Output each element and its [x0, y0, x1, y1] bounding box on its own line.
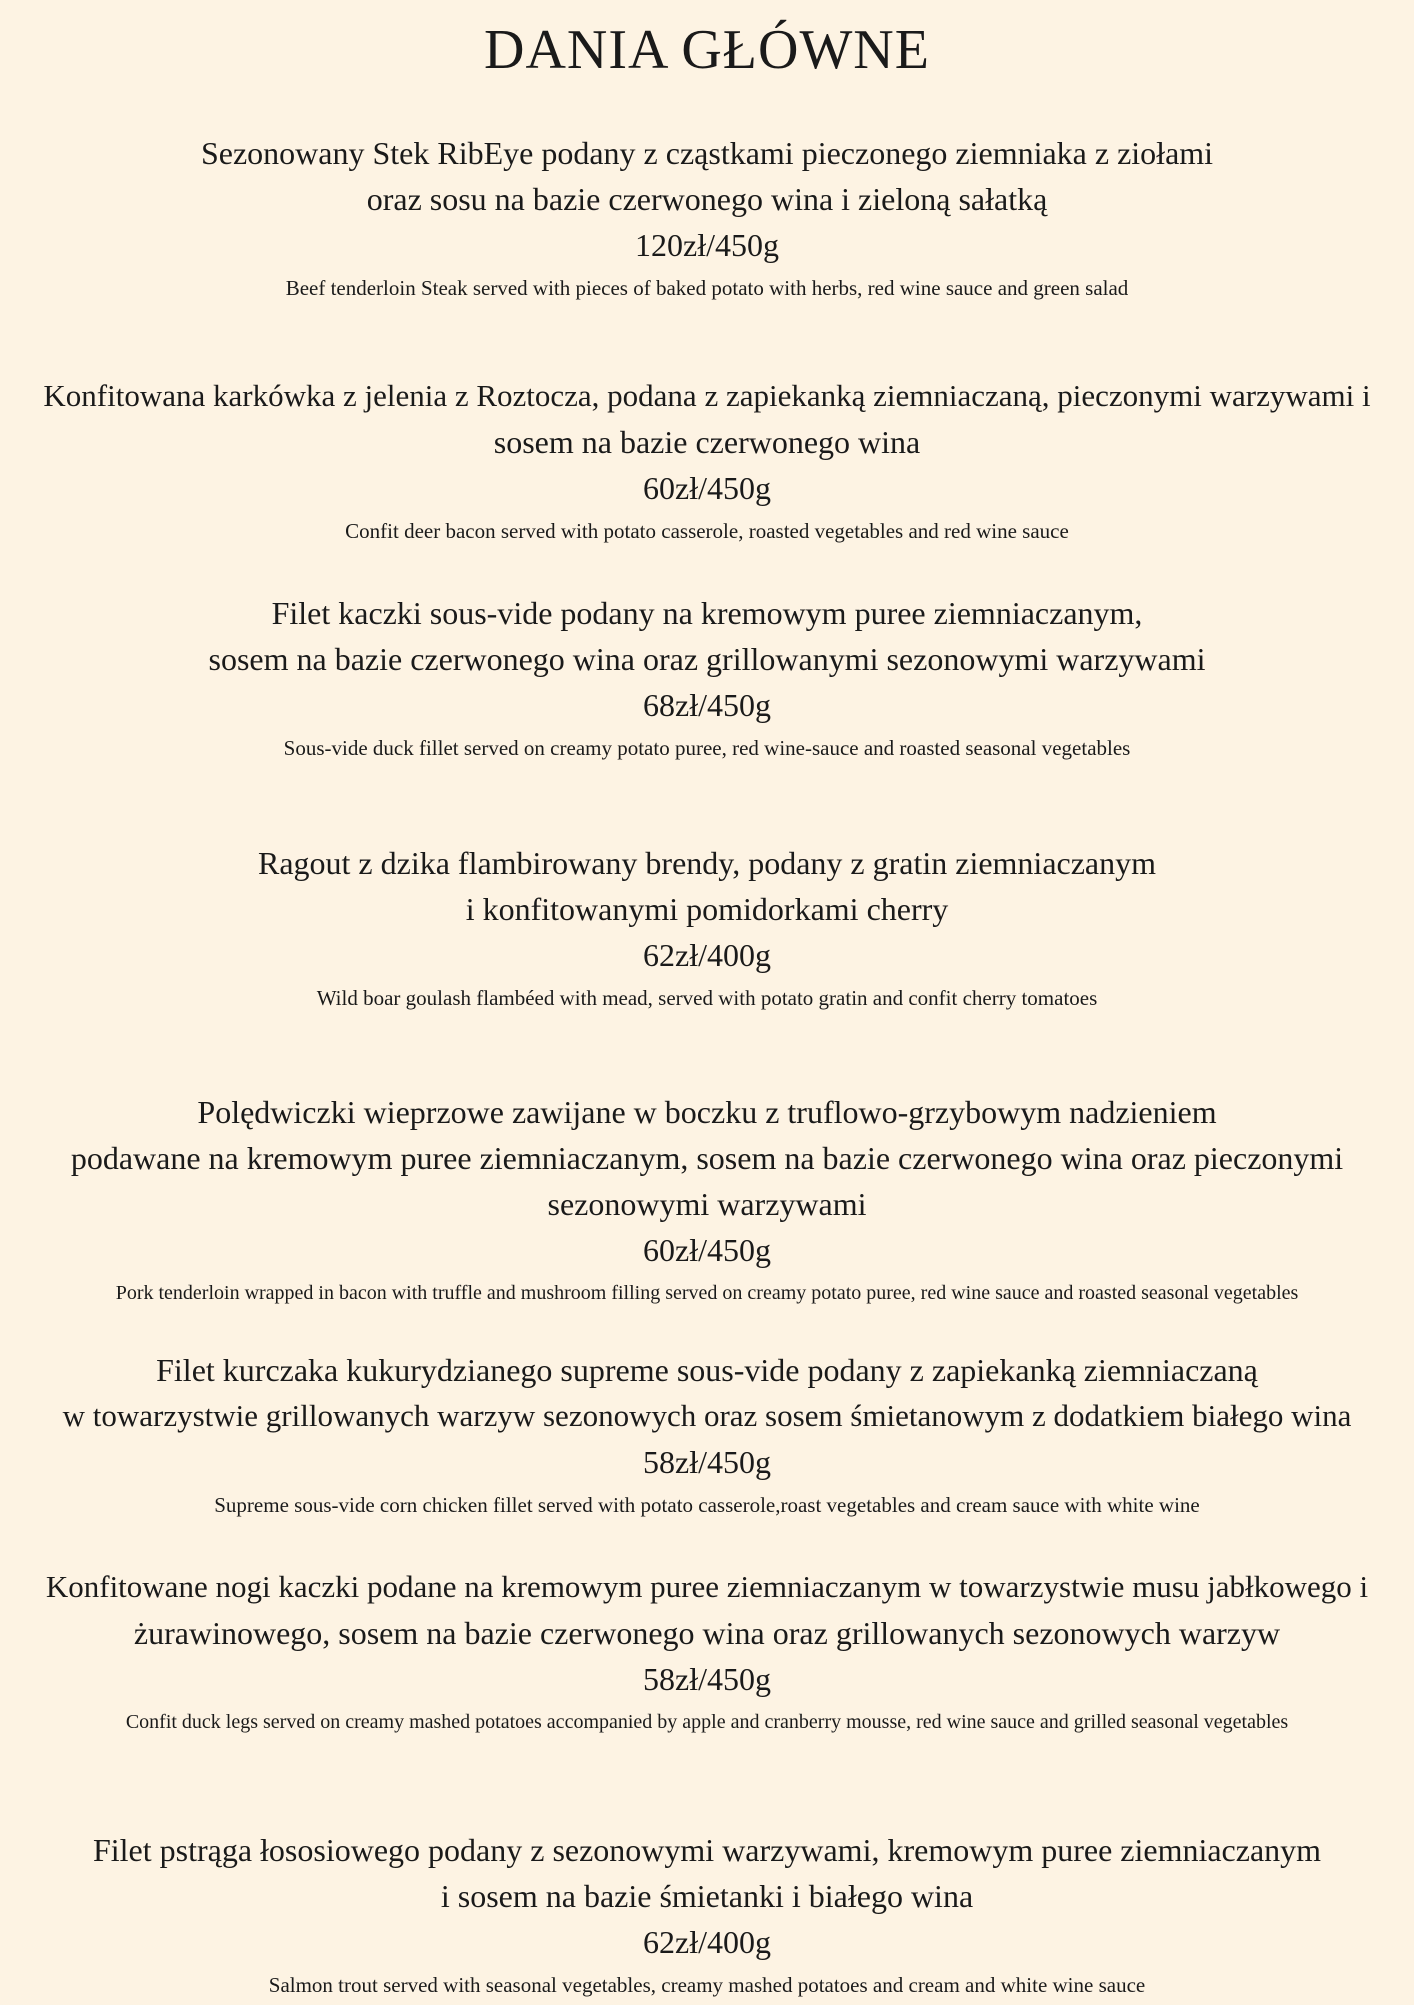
- dish-name-line: żurawinowego, sosem na bazie czerwonego wina oraz grillowanych sezonowych warzyw: [133, 1615, 1281, 1651]
- dish-price: 62zł/400g: [643, 937, 771, 973]
- menu-item: [0, 373, 1414, 551]
- dish-name-line: sosem na bazie czerwonego wina oraz grillowanymi sezonowymi warzywami: [208, 641, 1206, 677]
- dish-english-description: Wild boar goulash flambéed with mead, served with potato gratin and confit cherry tomatoes: [316, 986, 1098, 1010]
- dish-name-line: oraz sosu na bazie czerwonego wina i zieloną sałatką: [366, 181, 1048, 217]
- menu-item: [0, 1089, 1414, 1313]
- dish-name-line: sezonowymi warzywami: [547, 1186, 867, 1222]
- dish-name-line: Konfitowane nogi kaczki podane na kremowym puree ziemniaczanym w towarzystwie musu jabłkowego i: [45, 1569, 1369, 1604]
- dish-name-line: Filet kaczki sous-vide podany na kremowym puree ziemniaczanym,: [271, 595, 1143, 631]
- dish-price: 68zł/450g: [643, 687, 771, 723]
- dish-english-description: Confit deer bacon served with potato casserole, roasted vegetables and red wine sauce: [345, 519, 1069, 543]
- dish-name-line: Polędwiczki wieprzowe zawijane w boczku z truflowo-grzybowym nadzieniem: [197, 1094, 1217, 1130]
- dish-name-line: Filet kurczaka kukurydzianego supreme sous-vide podany z zapiekanką ziemniaczaną: [156, 1352, 1258, 1388]
- dish-name-line: Konfitowana karkówka z jelenia z Roztocza, podana z zapiekanką ziemniaczaną, pieczonymi warzywami i: [43, 378, 1371, 413]
- page-title: DANIA GŁÓWNE: [484, 19, 930, 81]
- dish-english-description: Pork tenderloin wrapped in bacon with truffle and mushroom filling served on creamy potato puree, red wine sauce and roasted seasonal vegetables: [115, 1282, 1299, 1304]
- dish-name-line: sosem na bazie czerwonego wina: [493, 424, 921, 460]
- dish-name-line: i sosem na bazie śmietanki i białego wina: [440, 1878, 974, 1914]
- menu-item: [0, 1564, 1414, 1742]
- dish-name-line: i konfitowanymi pomidorkami cherry: [465, 891, 949, 927]
- dish-price: 120zł/450g: [635, 227, 779, 263]
- menu-item: [0, 130, 1414, 308]
- menu-item: [0, 590, 1414, 768]
- dish-price: 60zł/450g: [643, 1232, 771, 1268]
- dish-name-line: Ragout z dzika flambirowany brendy, podany z gratin ziemniaczanym: [257, 845, 1157, 881]
- dish-price: 58zł/450g: [643, 1444, 771, 1480]
- dish-name-line: w towarzystwie grillowanych warzyw sezonowych oraz sosem śmietanowym z dodatkiem białego wina: [62, 1398, 1352, 1433]
- dish-price: 62zł/400g: [643, 1924, 771, 1960]
- menu-item: [0, 840, 1414, 1018]
- dish-price: 60zł/450g: [643, 470, 771, 506]
- dish-name-line: Filet pstrąga łososiowego podany z sezonowymi warzywami, kremowym puree ziemniaczanym: [92, 1832, 1322, 1868]
- dish-price: 58zł/450g: [643, 1661, 771, 1697]
- dish-english-description: Beef tenderloin Steak served with pieces of baked potato with herbs, red wine sauce and green salad: [285, 276, 1129, 300]
- dish-name-line: Sezonowany Stek RibEye podany z cząstkami pieczonego ziemniaka z ziołami: [200, 135, 1214, 171]
- menu-item: [0, 1827, 1414, 2005]
- dish-english-description: Salmon trout served with seasonal vegetables, creamy mashed potatoes and cream and white wine sauce: [268, 1973, 1146, 1997]
- dish-english-description: Sous-vide duck fillet served on creamy potato puree, red wine-sauce and roasted seasonal vegetables: [283, 736, 1131, 760]
- dish-english-description: Supreme sous-vide corn chicken fillet served with potato casserole,roast vegetables and cream sauce with white wine: [214, 1493, 1200, 1517]
- dish-name-line: podawane na kremowym puree ziemniaczanym, sosem na bazie czerwonego wina oraz pieczonymi: [70, 1140, 1344, 1176]
- dish-english-description: Confit duck legs served on creamy mashed potatoes accompanied by apple and cranberry mousse, red wine sauce and grilled seasonal vegetables: [125, 1711, 1289, 1733]
- menu-item: [0, 1347, 1414, 1525]
